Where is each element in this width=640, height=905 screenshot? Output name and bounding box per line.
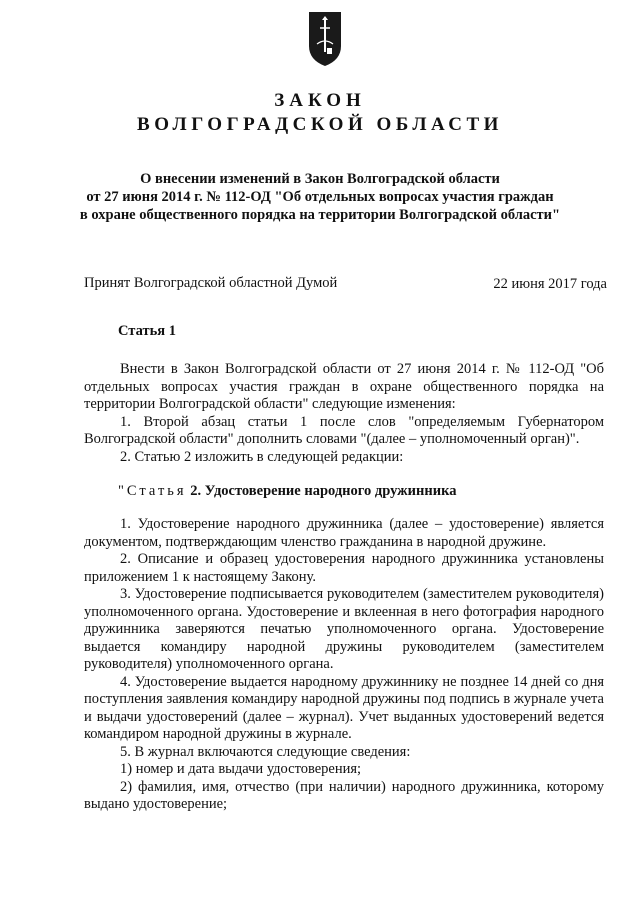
law-label: ЗАКОН	[274, 90, 366, 111]
article-2-paragraph: 2. Описание и образец удостоверения народного дружинника установлены приложением 1 к настоящему Закону.	[84, 551, 604, 585]
adoption-text: Принят Волгоградской областной Думой	[84, 275, 338, 291]
subject-line-2: от 27 июня 2014 г. № 112-ОД "Об отдельных вопросах участия граждан	[86, 189, 554, 205]
subject-line-3: в охране общественного порядка на территории Волгоградской области"	[79, 207, 561, 223]
law-subject	[0, 170, 640, 224]
article-2-paragraph: 4. Удостоверение выдается народному дружиннику не позднее 14 дней со дня поступления заявления командиру народной дружины под подпись в журнале учета и выдачи удостоверений (далее – журнал). Учет выданных удостоверений ведется командиром народной дружины в журнале.	[84, 673, 604, 742]
coat-of-arms-icon	[305, 8, 345, 68]
article-2-prefix: "Статья	[118, 483, 187, 499]
article-2-title: Удостоверение народного дружинника	[204, 483, 457, 499]
article-2-heading	[118, 483, 456, 500]
region-name: ВОЛГОГРАДСКОЙ ОБЛАСТИ	[137, 114, 503, 135]
article-1-intro: Внести в Закон Волгоградской области от 27 июня 2014 г. № 112-ОД "Об отдельных вопросах участия граждан в охране общественного порядка на территории Волгоградской области" следующие изменения:	[84, 361, 604, 412]
article-1-item-1: 1. Второй абзац статьи 1 после слов "определяемым Губернатором Волгоградской области" дополнить словами "(далее – уполномоченный орган)".	[84, 413, 604, 447]
article-2-paragraph: 5. В журнал включаются следующие сведения:	[120, 743, 411, 760]
article-2-body	[84, 516, 604, 814]
article-2-number: 2.	[190, 483, 202, 499]
article-1-body	[84, 361, 604, 466]
article-2-paragraph: 3. Удостоверение подписывается руководителем (заместителем руководителя) уполномоченного органа. Удостоверение и вклеенная в него фотография народного дружинника заверяются печатью уполномоченного органа. Удостоверение выдается командиру народной дружины руководителем (заместителем руководителя) уполномоченного органа.	[84, 586, 604, 672]
subject-line-1: О внесении изменений в Закон Волгоградской области	[140, 171, 500, 187]
article-2-paragraph: 2) фамилия, имя, отчество (при наличии) народного дружинника, которому выдано удостоверение;	[84, 778, 604, 812]
article-1-item-2: 2. Статью 2 изложить в следующей редакции:	[120, 448, 404, 465]
article-1-heading: Статья 1	[118, 323, 176, 339]
article-2-paragraph: 1) номер и дата выдачи удостоверения;	[120, 761, 362, 777]
article-2-paragraph: 1. Удостоверение народного дружинника (далее – удостоверение) является документом, подтверждающим членство гражданина в народной дружине.	[84, 516, 604, 550]
adoption-date: 22 июня 2017 года	[493, 276, 607, 292]
